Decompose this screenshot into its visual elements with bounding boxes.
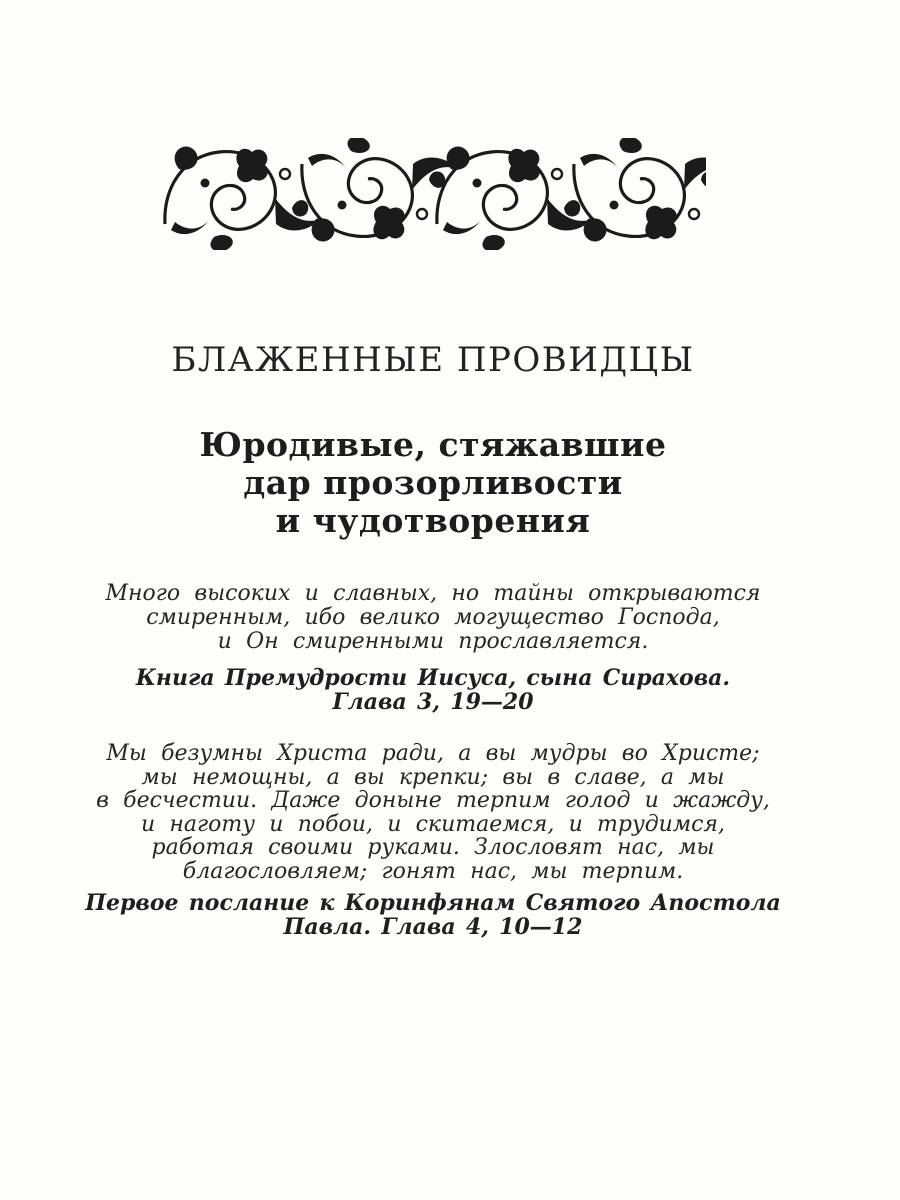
epigraph-line: работая своими руками. Злословят нас, мы (151, 835, 715, 860)
epigraph-second-source (0, 891, 866, 939)
epigraph-first (0, 582, 866, 654)
epigraph-line: и Он смиренными прославляется. (217, 629, 649, 654)
chapter-subtitle-line: дар прозорливости (243, 463, 623, 502)
epigraph-first-source (0, 666, 866, 714)
epigraph-line: смиренным, ибо велико могущество Господа, (146, 605, 720, 630)
epigraph-source-line: Глава 3, 19—20 (332, 689, 534, 715)
epigraph-line: мы немощны, а вы крепки; вы в славе, а мы (141, 764, 725, 790)
epigraph-line: Много высоких и славных, но тайны открываются (105, 581, 761, 606)
chapter-subtitle (0, 426, 866, 540)
floral-ornament-icon (161, 138, 706, 250)
epigraph-line: в бесчестии. Даже доныне терпим голод и жажду, (96, 788, 770, 813)
epigraph-line: Мы безумны Христа ради, а вы мудры во Христе; (106, 741, 760, 766)
epigraph-source-line: Первое послание к Коринфянам Святого Апостола (85, 890, 781, 916)
epigraph-source-line: Павла. Глава 4, 10—12 (283, 914, 583, 940)
epigraph-source-line: Книга Премудрости Иисуса, сына Сирахова. (135, 665, 731, 691)
epigraph-line: и наготу и побои, и скитаемся, и трудимся, (141, 811, 725, 837)
chapter-subtitle-line: и чудотворения (275, 501, 591, 540)
epigraph-line: благословляем; гонят нас, мы терпим. (182, 858, 684, 884)
chapter-subtitle-line: Юродивые, стяжавшие (199, 425, 667, 464)
epigraph-second (0, 742, 866, 883)
floral-ornament-band (161, 138, 706, 250)
chapter-title: БЛАЖЕННЫЕ ПРОВИДЦЫ (171, 340, 695, 380)
